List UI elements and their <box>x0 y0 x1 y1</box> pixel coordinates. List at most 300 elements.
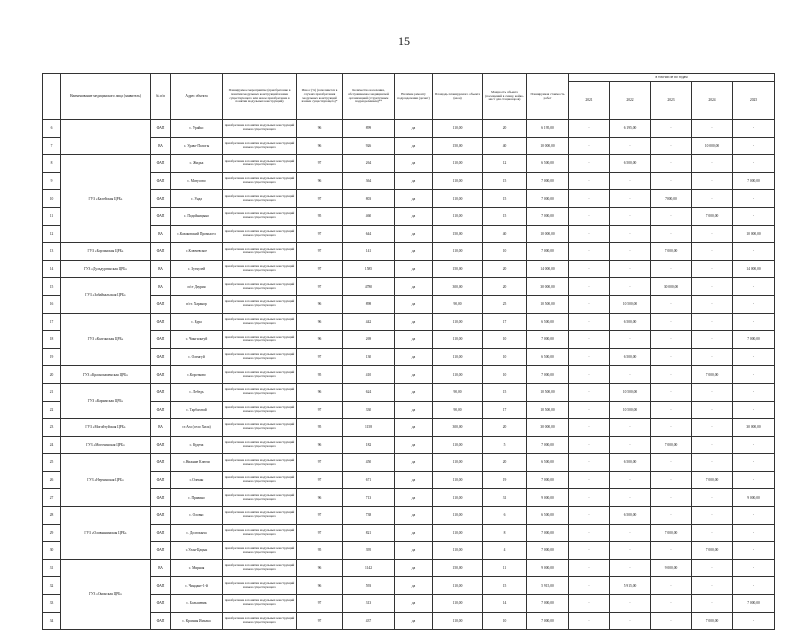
header-address: Адрес объекта <box>171 74 223 120</box>
planned-activity: приобретение в понятии модульных конструкций взамен существующего <box>223 383 297 401</box>
planned-cost: 7 000,00 <box>527 331 569 349</box>
org-name: ГУЗ «Дульдургинская ЦРБ» <box>61 260 151 278</box>
year-amount: - <box>692 436 733 454</box>
repair-flag: да <box>395 313 433 331</box>
row-number: 24 <box>43 436 61 454</box>
area: 150,00 <box>433 260 483 278</box>
table-row <box>43 524 775 542</box>
facility-type: ФАП <box>151 295 171 313</box>
facility-address: с. Долгокыча <box>171 524 223 542</box>
year-amount: - <box>610 419 651 437</box>
row-number: 30 <box>43 542 61 560</box>
org-name: ГУЗ «Карымская ЦРБ» <box>61 383 151 418</box>
year-amount: 6 500,00 <box>610 313 651 331</box>
capacity: 10 <box>483 331 527 349</box>
planned-activity: приобретение в понятии модульных конструкций взамен существующего <box>223 489 297 507</box>
year-amount: - <box>733 577 775 595</box>
year-amount: - <box>610 278 651 296</box>
year-amount: - <box>610 137 651 155</box>
year-amount: - <box>692 577 733 595</box>
year-amount: - <box>610 225 651 243</box>
population: 182 <box>343 436 395 454</box>
facility-type: ФАП <box>151 348 171 366</box>
area: 110,00 <box>433 507 483 525</box>
facility-address: с.Казаковский Промысел <box>171 225 223 243</box>
table-row <box>43 225 775 243</box>
year-amount: - <box>569 243 610 261</box>
row-number: 6 <box>43 120 61 138</box>
planned-cost: 10 000,00 <box>527 225 569 243</box>
year-amount: - <box>651 471 692 489</box>
repair-flag: да <box>395 172 433 190</box>
year-amount: 10 500,00 <box>610 295 651 313</box>
facility-type: ФАП <box>151 454 171 472</box>
wear-percent: 97 <box>297 155 343 173</box>
year-amount: - <box>692 454 733 472</box>
year-amount: - <box>733 120 775 138</box>
year-amount: - <box>733 401 775 419</box>
wear-percent: 97 <box>297 243 343 261</box>
population: 821 <box>343 524 395 542</box>
wear-percent: 97 <box>297 278 343 296</box>
wear-percent: 97 <box>297 471 343 489</box>
header-cost: Планируемая стоимость работ <box>527 74 569 120</box>
year-amount: 7 000,00 <box>692 207 733 225</box>
planned-cost: 6 500,00 <box>527 155 569 173</box>
facility-type: ФАП <box>151 595 171 613</box>
year-amount: - <box>733 436 775 454</box>
org-name: ГУЗ «Ононская ЦРБ» <box>61 559 151 629</box>
planned-activity: приобретение в понятии модульных конструкций взамен существующего <box>223 559 297 577</box>
area: 110,00 <box>433 331 483 349</box>
year-amount: - <box>733 612 775 630</box>
capacity: 15 <box>483 172 527 190</box>
population: 4780 <box>343 278 395 296</box>
planned-cost: 9 000,00 <box>527 559 569 577</box>
capacity: 12 <box>483 155 527 173</box>
year-amount: - <box>733 383 775 401</box>
planned-cost: 7 000,00 <box>527 190 569 208</box>
header-index: № п/п <box>151 74 171 120</box>
area: 110,00 <box>433 243 483 261</box>
facility-address: с. Матусово <box>171 172 223 190</box>
table-row <box>43 436 775 454</box>
year-amount: - <box>610 207 651 225</box>
year-amount: - <box>610 489 651 507</box>
wear-percent: 96 <box>297 383 343 401</box>
year-amount: 5 915,00 <box>610 577 651 595</box>
year-amount: - <box>651 383 692 401</box>
year-amount: - <box>733 278 775 296</box>
wear-percent: 96 <box>297 313 343 331</box>
area: 90,00 <box>433 383 483 401</box>
table-row <box>43 137 775 155</box>
year-amount: - <box>569 155 610 173</box>
repair-flag: да <box>395 278 433 296</box>
year-amount: - <box>569 295 610 313</box>
wear-percent: 97 <box>297 348 343 366</box>
year-amount: - <box>610 524 651 542</box>
year-amount: - <box>651 489 692 507</box>
planned-activity: приобретение в понятии модульных конструкций взамен существующего <box>223 436 297 454</box>
wear-percent: 97 <box>297 507 343 525</box>
year-amount: - <box>569 454 610 472</box>
year-amount: - <box>651 595 692 613</box>
year-amount: - <box>733 366 775 384</box>
row-number: 26 <box>43 471 61 489</box>
facility-address: с. Тарбагатай <box>171 401 223 419</box>
planned-cost: 10 500,00 <box>527 383 569 401</box>
area: 110,00 <box>433 172 483 190</box>
org-name: ГУЗ «Нерчинская ЦРБ» <box>61 454 151 507</box>
page-number: 15 <box>398 34 410 48</box>
table-row <box>43 243 775 261</box>
planned-cost: 6 500,00 <box>527 313 569 331</box>
row-number: 31 <box>43 559 61 577</box>
planned-cost: 7 000,00 <box>527 471 569 489</box>
population: 593 <box>343 577 395 595</box>
table-row <box>43 190 775 208</box>
facility-type: ФАП <box>151 243 171 261</box>
row-number: 20 <box>43 366 61 384</box>
year-amount: - <box>610 471 651 489</box>
facility-type: ФАП <box>151 524 171 542</box>
repair-flag: да <box>395 542 433 560</box>
table-row <box>43 172 775 190</box>
year-amount: - <box>651 542 692 560</box>
repair-flag: да <box>395 207 433 225</box>
capacity: 11 <box>483 559 527 577</box>
planned-activity: приобретение в понятии модульных конструкций взамен существующего <box>223 366 297 384</box>
repair-flag: да <box>395 383 433 401</box>
facility-type: ФАП <box>151 542 171 560</box>
planned-activity: приобретение в понятии модульных конструкций взамен существующего <box>223 348 297 366</box>
area: 110,00 <box>433 366 483 384</box>
row-number: 8 <box>43 155 61 173</box>
facility-address: с.Улан-Цацык <box>171 542 223 560</box>
year-amount: - <box>651 260 692 278</box>
facility-address: с. Удаво-Пологы <box>171 137 223 155</box>
header-year: 2023 <box>651 82 692 120</box>
year-amount: - <box>569 401 610 419</box>
header-wear: Износ (%) (заполняется в случаях приобретения модульных конструкций взамен существующего)* <box>297 74 343 120</box>
area: 110,00 <box>433 436 483 454</box>
org-name: ГУЗ «Калганская ЦРБ» <box>61 313 151 366</box>
planned-cost: 6 500,00 <box>527 348 569 366</box>
facility-address: с. Унда <box>171 190 223 208</box>
area: 110,00 <box>433 471 483 489</box>
year-amount: - <box>610 542 651 560</box>
planned-cost: 7 000,00 <box>527 542 569 560</box>
year-amount: - <box>651 155 692 173</box>
facility-address: ст.Ага (село Хила) <box>171 419 223 437</box>
year-amount: - <box>692 489 733 507</box>
year-amount: 7 000,00 <box>733 595 775 613</box>
population: 269 <box>343 331 395 349</box>
facility-type: ВА <box>151 278 171 296</box>
population: 671 <box>343 471 395 489</box>
row-number: 33 <box>43 595 61 613</box>
facility-type: ВА <box>151 419 171 437</box>
population: 1585 <box>343 260 395 278</box>
year-amount: - <box>569 383 610 401</box>
year-amount: - <box>651 172 692 190</box>
table-row <box>43 331 775 349</box>
year-amount: - <box>651 225 692 243</box>
area: 110,00 <box>433 348 483 366</box>
year-amount: - <box>692 190 733 208</box>
area: 110,00 <box>433 454 483 472</box>
planned-cost: 30 000,00 <box>527 278 569 296</box>
facility-address: с. Оловяс <box>171 507 223 525</box>
planned-cost: 7 000,00 <box>527 436 569 454</box>
table-row <box>43 260 775 278</box>
planned-activity: приобретение в понятии модульных конструкций взамен существующего <box>223 225 297 243</box>
year-amount: 6 500,00 <box>610 155 651 173</box>
year-amount: 7 000,00 <box>651 436 692 454</box>
row-number: 34 <box>43 612 61 630</box>
planned-activity: приобретение в понятии модульных конструкций взамен существующего <box>223 612 297 630</box>
planned-activity: приобретение в понятии модульных конструкций взамен существующего <box>223 155 297 173</box>
repair-flag: да <box>395 348 433 366</box>
year-amount: - <box>692 401 733 419</box>
year-amount: - <box>692 313 733 331</box>
year-amount: 6 500,00 <box>610 507 651 525</box>
population: 330 <box>343 401 395 419</box>
year-amount: 10 000,00 <box>692 137 733 155</box>
area: 110,00 <box>433 542 483 560</box>
population: 803 <box>343 190 395 208</box>
table-row <box>43 155 775 173</box>
facilities-table <box>42 73 775 630</box>
population: 460 <box>343 207 395 225</box>
population: 644 <box>343 225 395 243</box>
year-amount: - <box>610 260 651 278</box>
year-amount: 7 000,00 <box>651 243 692 261</box>
year-amount: - <box>651 366 692 384</box>
org-name: ГУЗ «Краснокаменская ЦРБ» <box>61 366 151 384</box>
facility-type: ФАП <box>151 401 171 419</box>
repair-flag: да <box>395 260 433 278</box>
planned-activity: приобретение в понятии модульных конструкций взамен существующего <box>223 313 297 331</box>
wear-percent: 97 <box>297 454 343 472</box>
table-row <box>43 207 775 225</box>
planned-activity: приобретение в понятии модульных конструкций взамен существующего <box>223 577 297 595</box>
repair-flag: да <box>395 595 433 613</box>
wear-percent: 95 <box>297 207 343 225</box>
wear-percent: 96 <box>297 331 343 349</box>
population: 713 <box>343 489 395 507</box>
year-amount: - <box>692 260 733 278</box>
planned-activity: приобретение в понятии модульных конструкций взамен существующего <box>223 419 297 437</box>
org-name: ГУЗ «Забайкальская ЦРБ» <box>61 278 151 313</box>
population: 437 <box>343 612 395 630</box>
population: 450 <box>343 454 395 472</box>
header-year: 2025 <box>733 82 775 120</box>
year-amount: - <box>651 507 692 525</box>
repair-flag: да <box>395 155 433 173</box>
repair-flag: да <box>395 243 433 261</box>
wear-percent: 95 <box>297 419 343 437</box>
area: 300,00 <box>433 278 483 296</box>
year-amount: - <box>569 172 610 190</box>
header-years-group: в том числе по годам <box>569 74 775 82</box>
table-row <box>43 383 775 401</box>
population: 738 <box>343 507 395 525</box>
year-amount: - <box>733 243 775 261</box>
population: 1142 <box>343 559 395 577</box>
table-row <box>43 419 775 437</box>
year-amount: - <box>610 559 651 577</box>
facility-type: ФАП <box>151 471 171 489</box>
repair-flag: да <box>395 524 433 542</box>
planned-activity: приобретение в понятии модульных конструкций взамен существующего <box>223 137 297 155</box>
row-number: 14 <box>43 260 61 278</box>
capacity: 17 <box>483 313 527 331</box>
repair-flag: да <box>395 507 433 525</box>
capacity: 8 <box>483 524 527 542</box>
table-row <box>43 120 775 138</box>
planned-activity: приобретение в понятии модульных конструкций взамен существующего <box>223 120 297 138</box>
facility-type: ФАП <box>151 155 171 173</box>
year-amount: - <box>569 489 610 507</box>
area: 150,00 <box>433 559 483 577</box>
year-amount: 6 500,00 <box>610 454 651 472</box>
year-amount: - <box>651 401 692 419</box>
population: 899 <box>343 120 395 138</box>
year-amount: 6 500,00 <box>610 348 651 366</box>
year-amount: - <box>569 595 610 613</box>
facility-address: с. Жидка <box>171 155 223 173</box>
year-amount: - <box>610 366 651 384</box>
table-row <box>43 313 775 331</box>
planned-cost: 7 000,00 <box>527 595 569 613</box>
capacity: 15 <box>483 577 527 595</box>
year-amount: 9 000,00 <box>733 489 775 507</box>
table-row <box>43 454 775 472</box>
facility-address: с. Правино <box>171 489 223 507</box>
year-amount: - <box>692 331 733 349</box>
year-amount: - <box>569 559 610 577</box>
year-amount: - <box>733 295 775 313</box>
year-amount: - <box>651 120 692 138</box>
org-name <box>61 120 151 155</box>
repair-flag: да <box>395 295 433 313</box>
table-row <box>43 348 775 366</box>
population: 130 <box>343 348 395 366</box>
area: 110,00 <box>433 612 483 630</box>
row-number: 13 <box>43 243 61 261</box>
wear-percent: 95 <box>297 542 343 560</box>
table-row <box>43 366 775 384</box>
planned-activity: приобретение в понятии модульных конструкций взамен существующего <box>223 331 297 349</box>
org-name: ГУЗ «Могочинская ЦРБ» <box>61 436 151 454</box>
year-amount: 6 195,00 <box>610 120 651 138</box>
capacity: 20 <box>483 278 527 296</box>
area: 110,00 <box>433 155 483 173</box>
year-amount: - <box>733 559 775 577</box>
facility-address: с. Кразная Ималка <box>171 612 223 630</box>
planned-activity: приобретение в понятии модульных конструкций взамен существующего <box>223 595 297 613</box>
population: 395 <box>343 542 395 560</box>
facility-type: ФАП <box>151 190 171 208</box>
facility-address: с. Урайкс <box>171 120 223 138</box>
facility-type: ФАП <box>151 313 171 331</box>
capacity: 10 <box>483 366 527 384</box>
year-amount: - <box>651 612 692 630</box>
header-num <box>43 74 61 120</box>
area: 110,00 <box>433 207 483 225</box>
row-number: 32 <box>43 577 61 595</box>
org-name: ГУЗ «Могойтуйская ЦРБ» <box>61 419 151 437</box>
year-amount: 7 000,00 <box>692 366 733 384</box>
repair-flag: да <box>395 559 433 577</box>
population: 926 <box>343 137 395 155</box>
area: 110,00 <box>433 190 483 208</box>
wear-percent: 96 <box>297 120 343 138</box>
planned-cost: 7 000,00 <box>527 207 569 225</box>
year-amount: 7 000,00 <box>733 331 775 349</box>
year-amount: - <box>692 419 733 437</box>
facility-address: с.Нижние Ключи <box>171 454 223 472</box>
facility-type: ФАП <box>151 172 171 190</box>
wear-percent: 96 <box>297 489 343 507</box>
year-amount: - <box>692 348 733 366</box>
area: 110,00 <box>433 120 483 138</box>
planned-cost: 6 500,00 <box>527 507 569 525</box>
capacity: 20 <box>483 260 527 278</box>
facility-address: с.Коротково <box>171 366 223 384</box>
org-name: ГУЗ «Борзинская ЦРБ» <box>61 243 151 261</box>
capacity: 40 <box>483 137 527 155</box>
population: 313 <box>343 595 395 613</box>
year-amount: - <box>610 612 651 630</box>
facility-address: с. Оленгуй <box>171 348 223 366</box>
year-amount: - <box>733 454 775 472</box>
planned-activity: приобретение в понятии модульных конструкций взамен существующего <box>223 190 297 208</box>
wear-percent: 97 <box>297 190 343 208</box>
wear-percent: 96 <box>297 436 343 454</box>
year-amount: - <box>610 436 651 454</box>
planned-activity: приобретение в понятии модульных конструкций взамен существующего <box>223 507 297 525</box>
capacity: 40 <box>483 225 527 243</box>
year-amount: 7 000,00 <box>733 172 775 190</box>
area: 110,00 <box>433 489 483 507</box>
year-amount: - <box>651 313 692 331</box>
year-amount: - <box>733 190 775 208</box>
header-year: 2024 <box>692 82 733 120</box>
planned-activity: приобретение в понятии модульных конструкций взамен существующего <box>223 295 297 313</box>
row-number: 25 <box>43 454 61 472</box>
capacity: 20 <box>483 120 527 138</box>
year-amount: - <box>651 577 692 595</box>
planned-cost: 14 000,00 <box>527 260 569 278</box>
facility-address: с. Чиндант-1-й <box>171 577 223 595</box>
row-number: 28 <box>43 507 61 525</box>
population: 898 <box>343 295 395 313</box>
capacity: 14 <box>483 595 527 613</box>
repair-flag: да <box>395 454 433 472</box>
year-amount: - <box>733 137 775 155</box>
repair-flag: да <box>395 190 433 208</box>
capacity: 4 <box>483 542 527 560</box>
facility-type: ФАП <box>151 436 171 454</box>
area: 150,00 <box>433 137 483 155</box>
row-number: 29 <box>43 524 61 542</box>
year-amount: - <box>692 295 733 313</box>
year-amount: - <box>569 577 610 595</box>
year-amount: - <box>733 207 775 225</box>
